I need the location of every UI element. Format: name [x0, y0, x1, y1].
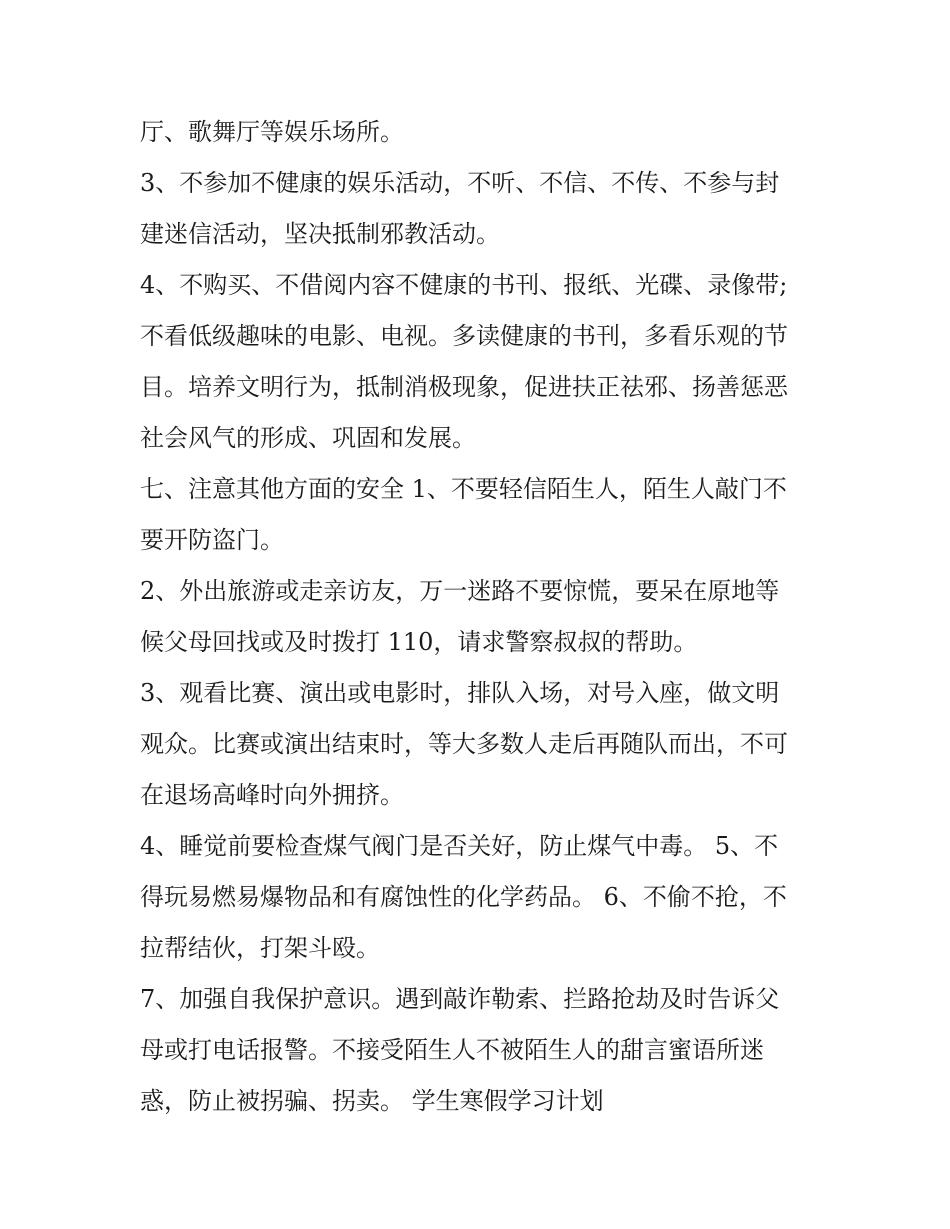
document-body: [140, 107, 820, 1127]
text-line: 3、观看比赛、演出或电影时，排队入场，对号入座，做文明: [140, 679, 780, 707]
text-line: 观众。比赛或演出结束时，等大多数人走后再随队而出，不可: [140, 730, 788, 758]
text-line: 拉帮结伙，打架斗殴。: [140, 934, 380, 962]
text-line: 要开防盗门。: [140, 526, 284, 554]
text-line: 七、注意其他方面的安全 1、不要轻信陌生人，陌生人敲门不: [140, 475, 787, 503]
text-line: 得玩易燃易爆物品和有腐蚀性的化学药品。 6、不偷不抢，不: [140, 883, 787, 911]
text-line: 建迷信活动，坚决抵制邪教活动。: [140, 220, 500, 248]
text-line: 候父母回找或及时拨打 110，请求警察叔叔的帮助。: [140, 628, 698, 656]
text-line: 不看低级趣味的电影、电视。多读健康的书刊，多看乐观的节: [140, 322, 788, 350]
text-line: 厅、歌舞厅等娱乐场所。: [140, 118, 404, 146]
text-line: 母或打电话报警。不接受陌生人不被陌生人的甜言蜜语所迷: [140, 1036, 764, 1064]
text-line: 4、不购买、不借阅内容不健康的书刊、报纸、光碟、录像带;: [140, 271, 788, 299]
text-line: 社会风气的形成、巩固和发展。: [140, 424, 476, 452]
text-line: 3、不参加不健康的娱乐活动，不听、不信、不传、不参与封: [140, 169, 780, 197]
text-line: 惑，防止被拐骗、拐卖。 学生寒假学习计划: [140, 1087, 604, 1115]
text-line: 4、睡觉前要检查煤气阀门是否关好，防止煤气中毒。 5、不: [140, 832, 779, 860]
text-line: 2、外出旅游或走亲访友，万一迷路不要惊慌，要呆在原地等: [140, 577, 780, 605]
text-line: 7、加强自我保护意识。遇到敲诈勒索、拦路抢劫及时告诉父: [140, 985, 780, 1013]
text-line: 目。培养文明行为，抵制消极现象，促进扶正祛邪、扬善惩恶: [140, 373, 788, 401]
text-line: 在退场高峰时向外拥挤。: [140, 781, 404, 809]
